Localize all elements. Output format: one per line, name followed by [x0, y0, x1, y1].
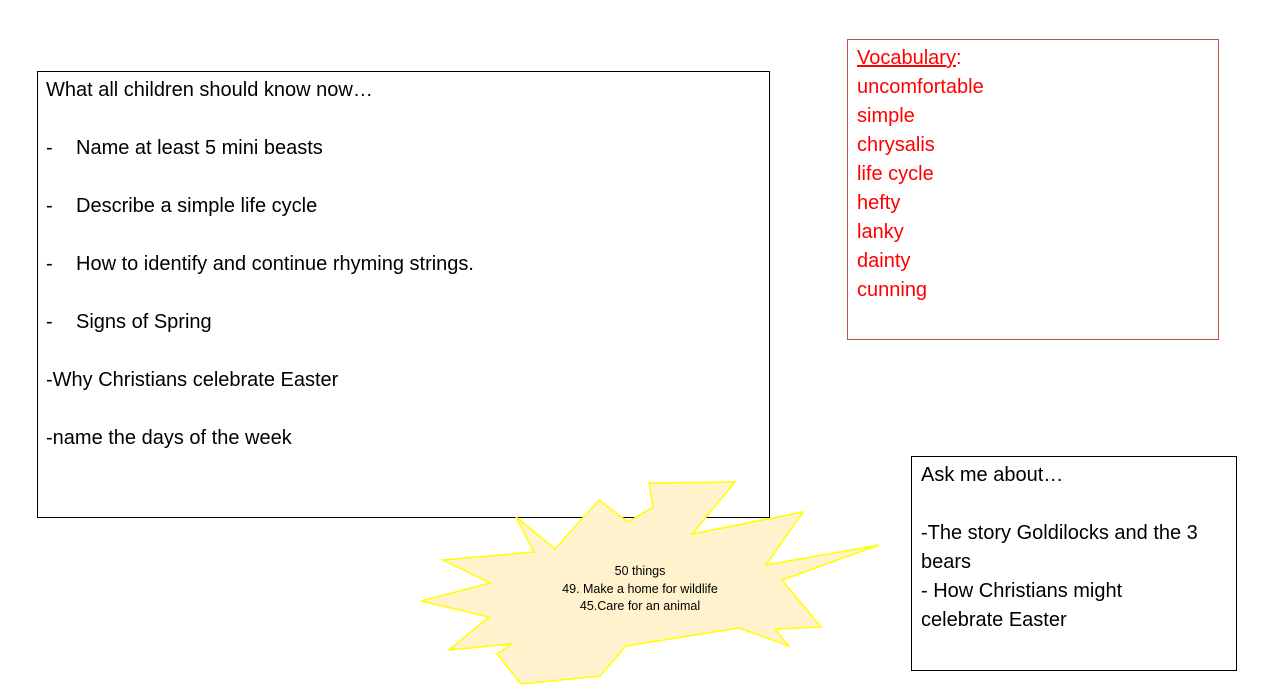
- vocabulary-word: life cycle: [857, 163, 934, 185]
- bullet-marker: -: [46, 137, 53, 159]
- knowledge-bullet: [46, 308, 761, 337]
- vocabulary-box: [847, 39, 1219, 340]
- vocabulary-word: dainty: [857, 250, 911, 272]
- bullet-marker: -: [46, 311, 53, 333]
- ask-me-box: [911, 456, 1237, 671]
- knowledge-bullet-text: How to identify and continue rhyming strings.: [76, 253, 474, 275]
- starburst-text: [540, 563, 740, 616]
- knowledge-box: [37, 71, 770, 518]
- knowledge-bullet: [46, 192, 761, 221]
- vocabulary-word: simple: [857, 105, 915, 127]
- vocabulary-word: uncomfortable: [857, 76, 984, 98]
- vocabulary-title-text: Vocabulary: [857, 47, 956, 69]
- vocabulary-word: lanky: [857, 221, 904, 243]
- ask-me-line: bears: [921, 551, 972, 573]
- starburst-line: 49. Make a home for wildlife: [562, 581, 718, 596]
- bullet-marker: -: [46, 195, 53, 217]
- starburst-line: 50 things: [614, 564, 666, 578]
- bullet-marker: -: [46, 253, 53, 275]
- ask-me-title: Ask me about…: [921, 464, 1064, 486]
- knowledge-line: -Why Christians celebrate Easter: [46, 369, 339, 391]
- vocabulary-word: cunning: [857, 279, 928, 301]
- knowledge-bullet-text: Name at least 5 mini beasts: [76, 137, 323, 159]
- vocabulary-title-colon: :: [955, 47, 962, 69]
- knowledge-bullet: [46, 250, 761, 279]
- ask-me-line: -The story Goldilocks and the 3: [921, 522, 1198, 544]
- knowledge-title: What all children should know now…: [46, 79, 373, 101]
- knowledge-line: -name the days of the week: [46, 427, 292, 449]
- ask-me-line: celebrate Easter: [921, 609, 1067, 631]
- ask-me-line: - How Christians might: [921, 580, 1123, 602]
- knowledge-bullet-text: Signs of Spring: [76, 311, 212, 333]
- vocabulary-title: [857, 44, 1209, 73]
- vocabulary-word: hefty: [857, 192, 901, 214]
- knowledge-bullet: [46, 134, 761, 163]
- starburst-line: 45.Care for an animal: [579, 599, 701, 613]
- vocabulary-word: chrysalis: [857, 134, 935, 156]
- knowledge-bullet-text: Describe a simple life cycle: [76, 195, 318, 217]
